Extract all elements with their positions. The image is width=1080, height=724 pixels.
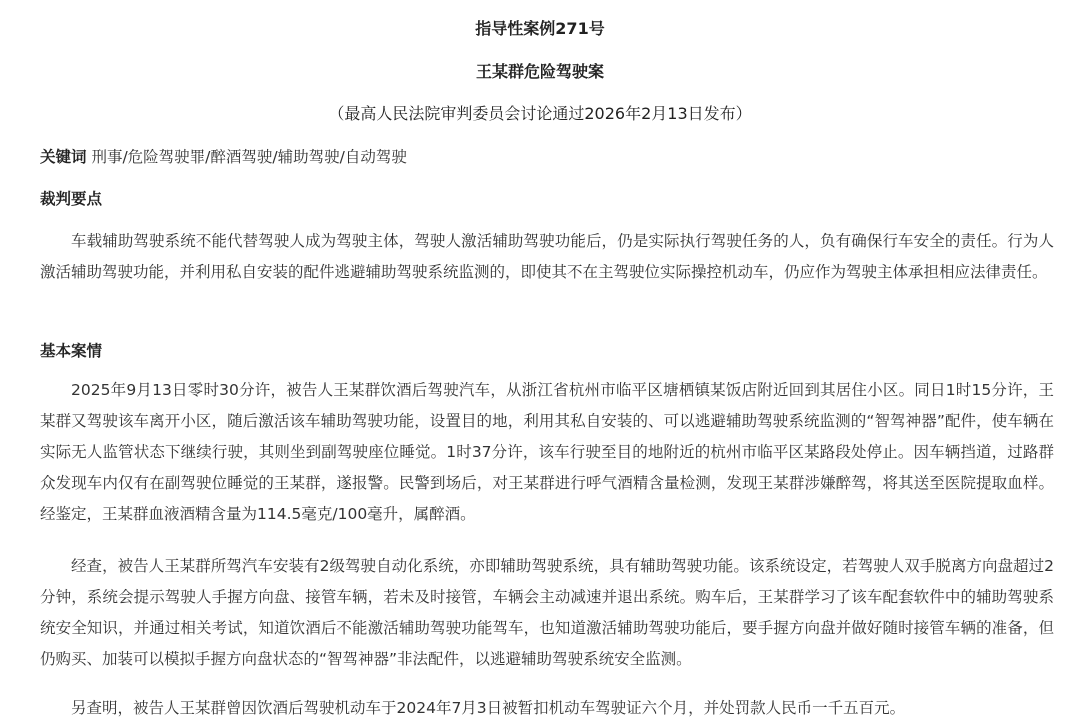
keywords-label: 关键词 bbox=[40, 148, 87, 166]
facts-heading: 基本案情 bbox=[40, 342, 103, 360]
case-title: 王某群危险驾驶案 bbox=[475, 62, 604, 81]
keywords-line bbox=[40, 145, 1054, 169]
case-number: 指导性案例271号 bbox=[475, 19, 605, 38]
facts-paragraph-1: 2025年9月13日零时30分许，被告人王某群饮酒后驾驶汽车，从浙江省杭州市临平区塘栖镇某饭店附近回到其居住小区。同日1时15分许，王某群又驾驶该车离开小区，随后激活该车辅助驾驶功能，设置目的地，利用其私自安装的、可以逃避辅助驾驶系统监测的“智驾神器”配件，使车辆在实际无人监管状态下继续行驶，其则坐到副驾驶座位睡觉。1时37分许，该车行驶至目的地附近的杭州市临平区某路段处停止。因车辆挡道，过路群众发现车内仅有在副驾驶位睡觉的王某群，遂报警。民警到场后，对王某群进行呼气酒精含量检测，发现王某群涉嫌醉驾，将其送至医院提取血样。经鉴定，王某群血液酒精含量为114.5毫克/100毫升，属醉酒。 bbox=[40, 381, 1054, 523]
key-points-paragraph: 车载辅助驾驶系统不能代替驾驶人成为驾驶主体，驾驶人激活辅助驾驶功能后，仍是实际执行驾驶任务的人，负有确保行车安全的责任。行为人激活辅助驾驶功能，并利用私自安装的配件逃避辅助驾驶系统监测的，即使其不在主驾驶位实际操控机动车，仍应作为驾驶主体承担相应法律责任。 bbox=[40, 232, 1054, 281]
case-source: （最高人民法院审判委员会讨论通过2026年2月13日发布） bbox=[328, 104, 752, 123]
keywords-text: 刑事/危险驾驶罪/醉酒驾驶/辅助驾驶/自动驾驶 bbox=[86, 148, 407, 166]
key-points-heading: 裁判要点 bbox=[40, 190, 103, 208]
facts-paragraph-3: 另查明，被告人王某群曾因饮酒后驾驶机动车于2024年7月3日被暂扣机动车驾驶证六个月，并处罚款人民币一千五百元。 bbox=[71, 699, 906, 717]
facts-paragraph-2: 经查，被告人王某群所驾汽车安装有2级驾驶自动化系统，亦即辅助驾驶系统，具有辅助驾驶功能。该系统设定，若驾驶人双手脱离方向盘超过2分钟，系统会提示驾驶人手握方向盘、接管车辆，若未及时接管，车辆会主动减速并退出系统。购车后，王某群学习了该车配套软件中的辅助驾驶系统安全知识，并通过相关考试，知道饮酒后不能激活辅助驾驶功能驾车，也知道激活辅助驾驶功能后，要手握方向盘并做好随时接管车辆的准备，但仍购买、加装可以模拟手握方向盘状态的“智驾神器”非法配件，以逃避辅助驾驶系统安全监测。 bbox=[40, 557, 1054, 668]
